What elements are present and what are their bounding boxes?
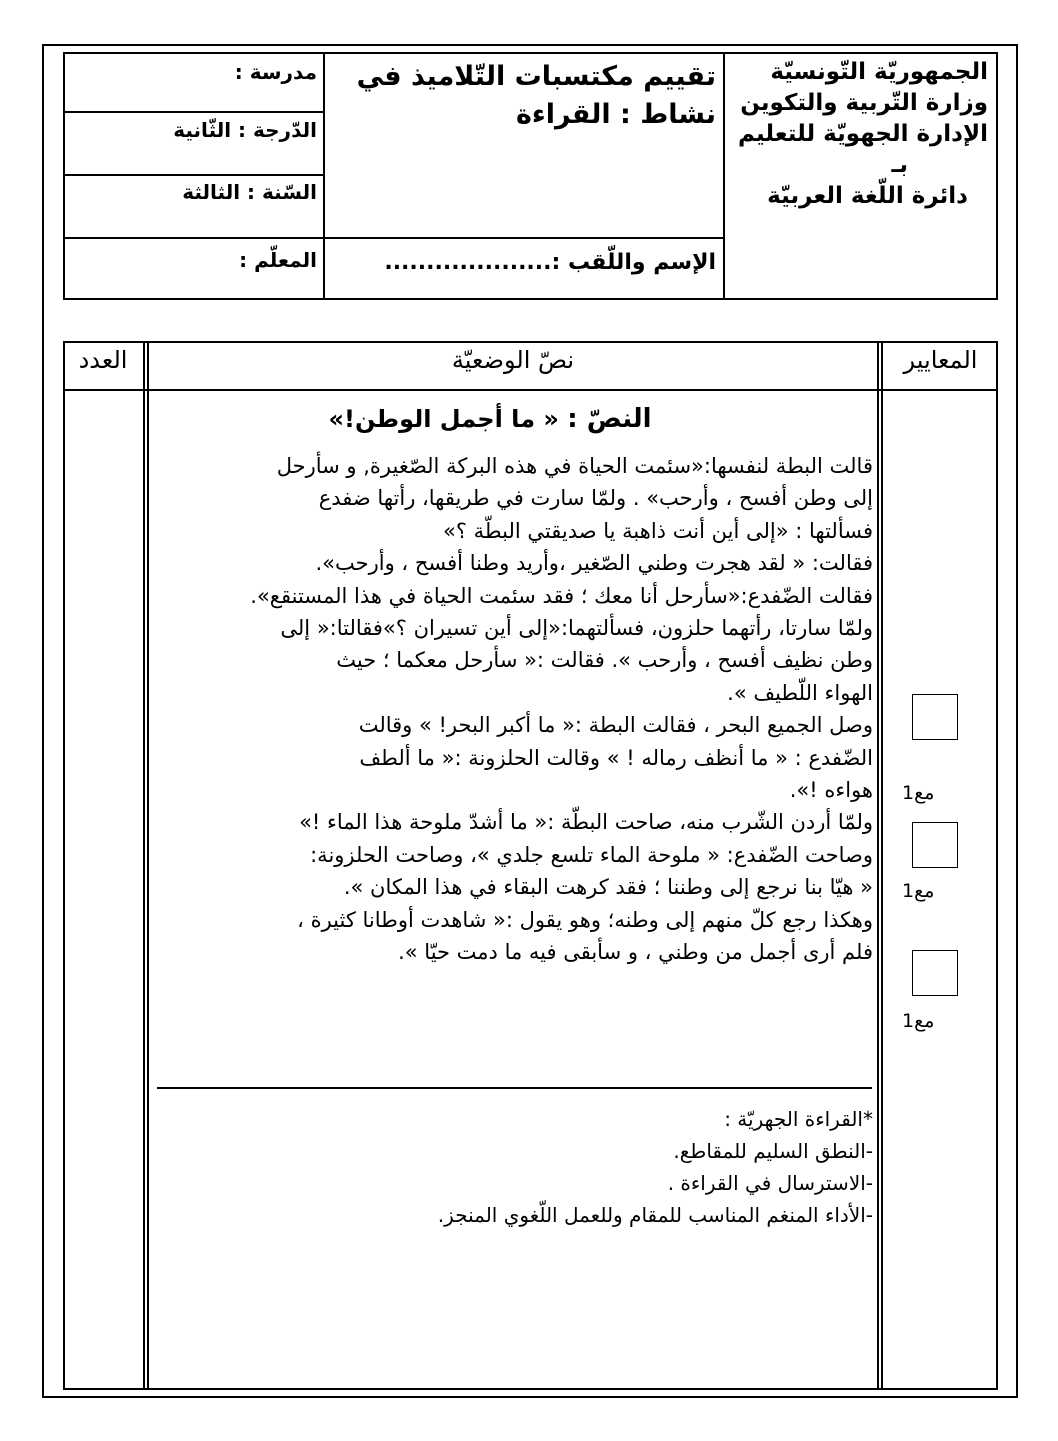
header-divider	[63, 111, 325, 113]
text-column-header: نصّ الوضعيّة	[451, 346, 575, 374]
passage-line: إلى وطن أفسح ، وأرحب» . ولمّا سارت في طريقها، رأتها ضفدع	[318, 486, 873, 511]
passage-line: الضّفدع : « ما أنظف رماله ! » وقالت الحلزونة :« ما ألطف	[359, 745, 873, 770]
main-table-header-line	[63, 389, 998, 391]
institution-line: الجمهوريّة التّونسيّة	[770, 59, 988, 85]
passage-line: هواءه !».	[789, 778, 873, 803]
page-title	[330, 58, 716, 134]
passage-heading	[300, 404, 680, 434]
institution-line: الإدارة الجهويّة للتعليم	[737, 121, 988, 147]
criteria-item: -الاسترسال في القراءة .	[667, 1171, 873, 1195]
year-field: السّنة : الثالثة	[182, 180, 317, 204]
passage-line: وهكذا رجع كلّ منهم إلى وطنه؛ وهو يقول :« شاهدت أوطانا كثيرة ،	[297, 907, 873, 932]
criteria-score-box[interactable]	[912, 694, 958, 740]
passage-line: فلم أرى أجمل من وطني ، و سأبقى فيه ما دمت حيّا ».	[398, 940, 873, 965]
passage-line: قالت البطة لنفسها:«سئمت الحياة في هذه البركة الصّغيرة, و سأرحل	[276, 454, 873, 478]
passage-line: وطن نظيف أفسح ، وأرحب ». فقالت :« سأرحل معكما ؛ حيث	[336, 648, 873, 673]
criteria-column-header: المعايير	[903, 346, 978, 374]
column-divider	[147, 341, 149, 1390]
teacher-field[interactable]: المعلّم :	[239, 248, 317, 272]
criteria-score-label: مع1	[902, 1010, 935, 1032]
header-divider	[63, 174, 325, 176]
column-divider	[881, 341, 883, 1390]
passage-line: وصل الجميع البحر ، فقالت البطة :« ما أكبر البحر! » وقالت	[358, 713, 873, 738]
passage-line: فسألتها : «إلى أين أنت ذاهبة يا صديقتي البطّة ؟»	[443, 518, 873, 543]
passage-line: وصاحت الضّفدع: « ملوحة الماء تلسع جلدي »، وصاحت الحلزونة:	[310, 842, 873, 867]
school-field[interactable]: مدرسة :	[234, 60, 317, 84]
name-field[interactable]: الإسم واللّقب :....................	[384, 250, 716, 275]
criteria-item: -الأداء المنغم المناسب للمقام وللعمل اللّغوي المنجز.	[437, 1203, 873, 1227]
criteria-score-box[interactable]	[912, 822, 958, 868]
passage-line: ولمّا أردن الشّرب منه، صاحت البطّة :« ما أشدّ ملوحة هذا الماء !»	[299, 810, 873, 835]
passage-line: الهواء اللّطيف ».	[727, 680, 873, 705]
passage-body	[155, 450, 873, 969]
grade-column-header: العدد	[78, 346, 128, 374]
criteria-list	[155, 1103, 873, 1231]
institution-line: بـ	[891, 152, 908, 178]
passage-line: فقالت: « لقد هجرت وطني الصّغير ،وأريد وطنا أفسح ، وأرحب».	[315, 551, 873, 576]
header-divider	[723, 52, 725, 300]
passage-line: « هيّا بنا نرجع إلى وطننا ؛ فقد كرهت البقاء في هذا المكان ».	[343, 875, 873, 900]
column-divider	[143, 341, 145, 1390]
criteria-score-label: مع1	[902, 782, 935, 804]
institution-line: وزارة التّربية والتكوين	[740, 90, 988, 116]
criteria-item: -النطق السليم للمقاطع.	[673, 1139, 873, 1163]
title-line-2: نشاط : القراءة	[515, 99, 716, 130]
institution-line: دائرة اللّغة العربيّة	[767, 183, 968, 209]
header-divider	[323, 52, 325, 300]
level-field: الدّرجة : الثّانية	[173, 118, 317, 142]
criteria-heading: *القراءة الجهريّة :	[724, 1107, 873, 1131]
passage-label: النصّ :	[567, 404, 652, 434]
criteria-score-label: مع1	[902, 880, 935, 902]
section-separator	[157, 1087, 872, 1089]
passage-line: ولمّا سارتا، رأتهما حلزون، فسألتهما:«إلى أين تسيران ؟»فقالتا:« إلى	[280, 616, 873, 641]
title-line-1: تقييم مكتسبات التّلاميذ في	[356, 61, 716, 92]
criteria-score-box[interactable]	[912, 950, 958, 996]
header-divider	[63, 237, 725, 239]
column-divider	[877, 341, 879, 1390]
passage-title: « ما أجمل الوطن!»	[328, 405, 559, 433]
passage-line: فقالت الضّفدع:«سأرحل أنا معك ؛ فقد سئمت الحياة في هذا المستنقع».	[250, 583, 873, 608]
institution-block	[730, 57, 988, 212]
